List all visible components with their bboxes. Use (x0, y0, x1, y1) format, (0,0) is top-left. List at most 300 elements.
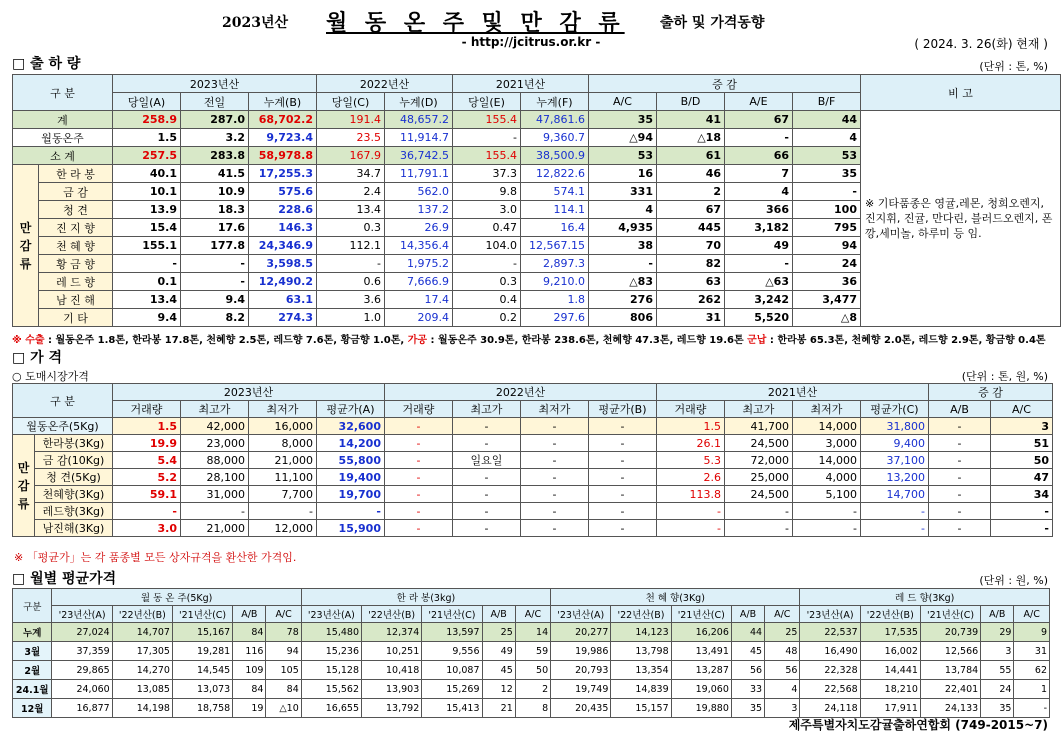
table-cell: 12,566 (920, 642, 980, 661)
table-cell: 1.5 (657, 418, 725, 435)
table-cell: 34 (991, 486, 1053, 503)
table-cell: 3 (991, 418, 1053, 435)
table-row (13, 680, 1050, 699)
table-cell: - (385, 520, 453, 537)
table-cell: 209.4 (385, 309, 453, 327)
row-label: 월동온주 (13, 129, 113, 147)
price-subtitle: ○ 도매시장가격 (12, 370, 89, 383)
table-cell: 16 (589, 165, 657, 183)
column-header: A/C (765, 606, 800, 623)
table-cell: 15,480 (301, 623, 361, 642)
table-cell: 9.8 (453, 183, 521, 201)
table-cell: 2.6 (657, 469, 725, 486)
table-cell: - (589, 520, 657, 537)
table-cell: 100 (793, 201, 861, 219)
row-label: 진 지 향 (39, 219, 113, 237)
table-cell: 70 (657, 237, 725, 255)
table-cell: 14,123 (611, 623, 671, 642)
table-cell: 58,978.8 (249, 147, 317, 165)
table-cell: 12,490.2 (249, 273, 317, 291)
table-cell: 34.7 (317, 165, 385, 183)
table-cell: 0.4 (453, 291, 521, 309)
table-cell: 2.4 (317, 183, 385, 201)
table-cell: 17.4 (385, 291, 453, 309)
column-header: 최저가 (793, 401, 861, 418)
table-cell: 10.9 (181, 183, 249, 201)
column-header: 당일(E) (453, 93, 521, 111)
table-cell: 14,356.4 (385, 237, 453, 255)
row-label: 천혜향(3Kg) (35, 486, 113, 503)
table-cell: 15,413 (422, 699, 482, 718)
table-cell: 15,269 (422, 680, 482, 699)
row-label: 천 혜 향 (39, 237, 113, 255)
table-cell: 15,128 (301, 661, 361, 680)
table-cell: 12,000 (249, 520, 317, 537)
side-label-char: 감 (17, 478, 30, 493)
table-cell: 0.3 (317, 219, 385, 237)
site-url[interactable]: - http://jcitrus.or.kr - (461, 35, 601, 49)
table-cell: 50 (991, 452, 1053, 469)
column-header: 최저가 (521, 401, 589, 418)
table-cell: 22,328 (800, 661, 860, 680)
table-cell: 44 (793, 111, 861, 129)
side-label (13, 435, 35, 537)
table-cell: 331 (589, 183, 657, 201)
table-cell: 68,702.2 (249, 111, 317, 129)
row-label: 청 견 (39, 201, 113, 219)
table-cell: 33 (731, 680, 764, 699)
table-cell: 1.8 (521, 291, 589, 309)
table-cell: 24,500 (725, 486, 793, 503)
table-cell: 24 (981, 680, 1014, 699)
table-cell: 20,739 (920, 623, 980, 642)
table-cell: 56 (731, 661, 764, 680)
table-cell: 11,914.7 (385, 129, 453, 147)
column-header: 평균가(C) (861, 401, 929, 418)
table-cell: - (793, 503, 861, 520)
table-cell: 10,418 (362, 661, 422, 680)
table-cell: 366 (725, 201, 793, 219)
table-cell: 26.1 (657, 435, 725, 452)
table-cell: 19,880 (671, 699, 731, 718)
table-cell: - (453, 255, 521, 273)
table-cell: 257.5 (113, 147, 181, 165)
table-cell: - (521, 486, 589, 503)
column-header: A/E (725, 93, 793, 111)
table-cell: 47,861.6 (521, 111, 589, 129)
row-label: 황 금 향 (39, 255, 113, 273)
column-header: 최고가 (181, 401, 249, 418)
table-cell: - (181, 273, 249, 291)
table-cell: 21,000 (249, 452, 317, 469)
table-cell: △94 (589, 129, 657, 147)
col-change: 증 감 (589, 75, 861, 93)
table-cell: 21,000 (181, 520, 249, 537)
table-cell: 4,935 (589, 219, 657, 237)
table-cell: 806 (589, 309, 657, 327)
table-cell: 36,742.5 (385, 147, 453, 165)
table-cell: 31 (1014, 642, 1050, 661)
column-header: 당일(C) (317, 93, 385, 111)
table-cell: 13,287 (671, 661, 731, 680)
table-row (13, 503, 1053, 520)
table-cell: 3,242 (725, 291, 793, 309)
table-cell: 25 (765, 623, 800, 642)
table-cell: 일요일 (453, 452, 521, 469)
table-cell: 276 (589, 291, 657, 309)
table-cell: 9,210.0 (521, 273, 589, 291)
column-header: '21년산(C) (671, 606, 731, 623)
table-cell: 84 (233, 623, 266, 642)
table-cell: 2,897.3 (521, 255, 589, 273)
table-cell: 3,598.5 (249, 255, 317, 273)
table-cell: 35 (793, 165, 861, 183)
table-cell: 13.4 (317, 201, 385, 219)
table-cell: 19,749 (551, 680, 611, 699)
table-cell: 13,792 (362, 699, 422, 718)
table-cell: 17,255.3 (249, 165, 317, 183)
table-cell: 41.5 (181, 165, 249, 183)
table-cell: 15,900 (317, 520, 385, 537)
table-cell: - (181, 503, 249, 520)
table-cell: 38,500.9 (521, 147, 589, 165)
row-label: 월동온주(5Kg) (13, 418, 113, 435)
table-cell: 13,200 (861, 469, 929, 486)
table-row (13, 623, 1050, 642)
table-cell: 18,210 (860, 680, 920, 699)
table-cell: 109 (233, 661, 266, 680)
column-header: 당일(A) (113, 93, 181, 111)
table-cell: 48 (765, 642, 800, 661)
table-cell: 16,877 (52, 699, 112, 718)
table-cell: - (589, 255, 657, 273)
table-cell: - (657, 520, 725, 537)
table-cell: 3 (981, 642, 1014, 661)
table-cell: - (453, 469, 521, 486)
table-cell: 4 (793, 129, 861, 147)
table-cell: - (929, 469, 991, 486)
table-row (13, 661, 1050, 680)
table-cell: 228.6 (249, 201, 317, 219)
table-cell: 12,567.15 (521, 237, 589, 255)
table-cell: - (385, 418, 453, 435)
table-cell: 72,000 (725, 452, 793, 469)
table-cell: 114.1 (521, 201, 589, 219)
footer-org: 제주특별자치도감귤출하연합회 (749-2015~7) (788, 718, 1048, 732)
table-cell: 19,986 (551, 642, 611, 661)
table-cell: 20,277 (551, 623, 611, 642)
column-header: 누계(B) (249, 93, 317, 111)
table-cell: 19,700 (317, 486, 385, 503)
header-year: 2023년산 (222, 15, 289, 31)
table-cell: 0.2 (453, 309, 521, 327)
table-cell: 24,500 (725, 435, 793, 452)
table-cell: 55,800 (317, 452, 385, 469)
table-cell: 63.1 (249, 291, 317, 309)
table-cell: 17,535 (860, 623, 920, 642)
table-cell: 18.3 (181, 201, 249, 219)
column-header: A/B (233, 606, 266, 623)
table-cell: 13,491 (671, 642, 731, 661)
column-header: '21년산(C) (920, 606, 980, 623)
table-cell: 1 (1014, 680, 1050, 699)
table-cell: - (725, 129, 793, 147)
col-remark: 비 고 (861, 75, 1061, 111)
table-cell: 3.0 (453, 201, 521, 219)
row-label: 기 타 (39, 309, 113, 327)
row-label: 누계 (13, 623, 52, 642)
table-cell: - (929, 520, 991, 537)
table-cell: 14,000 (793, 418, 861, 435)
table-row (13, 111, 1061, 129)
table-cell: 795 (793, 219, 861, 237)
table-cell: 36 (793, 273, 861, 291)
table-cell: 155.1 (113, 237, 181, 255)
table-cell: 22,537 (800, 623, 860, 642)
page-title: 월 동 온 주 및 만 감 류 (326, 10, 625, 36)
table-cell: 7,666.9 (385, 273, 453, 291)
column-header: A/C (266, 606, 301, 623)
table-cell: 3,477 (793, 291, 861, 309)
table-cell: 35 (589, 111, 657, 129)
side-label (13, 165, 39, 327)
table-cell: 2 (657, 183, 725, 201)
table-cell: 17,305 (112, 642, 172, 661)
table-cell: 5.4 (113, 452, 181, 469)
table-cell: 113.8 (657, 486, 725, 503)
table-cell: 59 (515, 642, 550, 661)
monthly-section-title: □ 월별 평균가격 (12, 571, 117, 587)
table-cell: 55 (981, 661, 1014, 680)
table-cell: 3.0 (113, 520, 181, 537)
row-label: 12월 (13, 699, 52, 718)
table-cell: - (991, 503, 1053, 520)
table-cell: 297.6 (521, 309, 589, 327)
header-suffix: 출하 및 가격동향 (660, 15, 765, 31)
table-cell: 9.4 (113, 309, 181, 327)
table-cell: 88,000 (181, 452, 249, 469)
table-cell: 8 (515, 699, 550, 718)
table-cell: - (521, 520, 589, 537)
page-header (0, 6, 1062, 36)
table-cell: 177.8 (181, 237, 249, 255)
table-cell: - (181, 255, 249, 273)
column-header: '21년산(C) (422, 606, 482, 623)
table-cell: 37.3 (453, 165, 521, 183)
table-cell: 3,000 (793, 435, 861, 452)
table-cell: 17.6 (181, 219, 249, 237)
report-date: ( 2024. 3. 26(화) 현재 ) (914, 37, 1048, 51)
table-cell: - (385, 469, 453, 486)
table-cell: 19 (233, 699, 266, 718)
table-cell: 15,167 (172, 623, 232, 642)
table-cell: 23.5 (317, 129, 385, 147)
column-header: B/D (657, 93, 725, 111)
table-cell: 16,002 (860, 642, 920, 661)
table-cell: 14,270 (112, 661, 172, 680)
price-col-2021: 2021년산 (657, 384, 929, 401)
table-row (13, 435, 1053, 452)
table-cell: - (589, 503, 657, 520)
table-cell: - (521, 469, 589, 486)
table-cell: 1,975.2 (385, 255, 453, 273)
table-cell: - (385, 486, 453, 503)
table-cell: 155.4 (453, 111, 521, 129)
table-cell: 94 (793, 237, 861, 255)
table-cell: 1.5 (113, 129, 181, 147)
table-cell: 35 (981, 699, 1014, 718)
table-cell: 61 (657, 147, 725, 165)
table-cell: - (113, 255, 181, 273)
row-label: 레드향(3Kg) (35, 503, 113, 520)
table-cell: 9 (1014, 623, 1050, 642)
remark-cell: ※ 기타품종은 영귤,레몬, 청희오렌지, 진지휘, 진귤, 만다린, 블러드오렌지, 폰깡,세미놀, 하루미 등 임. (861, 111, 1061, 327)
table-cell: 50 (515, 661, 550, 680)
table-cell: 112.1 (317, 237, 385, 255)
table-cell: 274.3 (249, 309, 317, 327)
table-cell: - (453, 503, 521, 520)
shipment-unit: (단위 : 톤, %) (979, 60, 1048, 73)
table-cell: 19.9 (113, 435, 181, 452)
table-cell: - (113, 503, 181, 520)
table-cell: - (1014, 699, 1050, 718)
row-label: 금 감 (39, 183, 113, 201)
table-cell: 12,822.6 (521, 165, 589, 183)
table-cell: 16,206 (671, 623, 731, 642)
table-cell: 0.47 (453, 219, 521, 237)
column-header: A/B (981, 606, 1014, 623)
table-cell: 104.0 (453, 237, 521, 255)
table-cell: 78 (266, 623, 301, 642)
table-cell: 13,798 (611, 642, 671, 661)
table-cell: 53 (589, 147, 657, 165)
table-cell: - (861, 520, 929, 537)
table-cell: 262 (657, 291, 725, 309)
column-header: 전일 (181, 93, 249, 111)
table-cell: 51 (991, 435, 1053, 452)
column-header: 최고가 (453, 401, 521, 418)
price-unit: (단위 : 톤, 원, %) (961, 370, 1048, 383)
row-label: 남 진 해 (39, 291, 113, 309)
table-cell: - (589, 486, 657, 503)
table-cell: - (317, 503, 385, 520)
table-cell: 53 (793, 147, 861, 165)
table-cell: 37,100 (861, 452, 929, 469)
column-header: A/C (589, 93, 657, 111)
table-cell: 45 (731, 642, 764, 661)
table-cell: 94 (266, 642, 301, 661)
table-cell: 16,000 (249, 418, 317, 435)
table-cell: 19,281 (172, 642, 232, 661)
table-cell: 29 (981, 623, 1014, 642)
table-cell: - (929, 418, 991, 435)
table-cell: 3,182 (725, 219, 793, 237)
column-header: '23년산(A) (800, 606, 860, 623)
shipment-note: ※ 수출 : 월동온주 1.8톤, 한라봉 17.8톤, 천혜향 2.5톤, 레드향 7.6톤, 황금향 1.0톤, 가공 : 월동온주 30.9톤, 한라봉 238.6톤, 천혜향 47.3톤, 레드향 19.6톤 군납 : 한라봉 65.3톤, 천혜향 2.0톤, 레드향 2.9톤, 황금향 0.4톤 (12, 335, 1046, 346)
table-cell: 10,251 (362, 642, 422, 661)
shipment-table (12, 74, 1061, 327)
table-cell: - (521, 418, 589, 435)
table-cell: - (521, 452, 589, 469)
table-cell: 283.8 (181, 147, 249, 165)
table-cell: 24,118 (800, 699, 860, 718)
table-cell: 11,100 (249, 469, 317, 486)
column-header: A/B (929, 401, 991, 418)
table-cell: - (991, 520, 1053, 537)
table-cell: - (929, 435, 991, 452)
table-cell: 10,087 (422, 661, 482, 680)
table-cell: 11,791.1 (385, 165, 453, 183)
price-col-category: 구 분 (13, 384, 113, 418)
monthly-unit: (단위 : 원, %) (979, 574, 1048, 587)
table-cell: - (385, 452, 453, 469)
table-cell: 37,359 (52, 642, 112, 661)
row-label: 2월 (13, 661, 52, 680)
table-row (13, 452, 1053, 469)
column-header: '21년산(C) (172, 606, 232, 623)
table-cell: 14,545 (172, 661, 232, 680)
table-cell: 258.9 (113, 111, 181, 129)
table-cell: 155.4 (453, 147, 521, 165)
table-cell: 22,401 (920, 680, 980, 699)
table-cell: 13,354 (611, 661, 671, 680)
table-cell: 28,100 (181, 469, 249, 486)
table-cell: 0.6 (317, 273, 385, 291)
row-label: 한 라 봉 (39, 165, 113, 183)
group-header: 한 라 봉(3kg) (301, 589, 550, 606)
column-header: 평균가(A) (317, 401, 385, 418)
table-cell: - (385, 503, 453, 520)
table-cell: - (861, 503, 929, 520)
table-cell: 31 (657, 309, 725, 327)
table-cell: 40.1 (113, 165, 181, 183)
table-cell: 21 (482, 699, 515, 718)
monthly-table (12, 588, 1050, 718)
group-header: 천 혜 향(3Kg) (551, 589, 800, 606)
table-cell: 26.9 (385, 219, 453, 237)
row-label: 계 (13, 111, 113, 129)
table-row (13, 699, 1050, 718)
table-cell: 5,100 (793, 486, 861, 503)
side-label-char: 류 (19, 256, 32, 271)
column-header: '22년산(B) (362, 606, 422, 623)
row-label: 24.1월 (13, 680, 52, 699)
table-cell: 27,024 (52, 623, 112, 642)
table-cell: 56 (765, 661, 800, 680)
table-cell: 24,133 (920, 699, 980, 718)
table-cell: △63 (725, 273, 793, 291)
table-cell: 1.0 (317, 309, 385, 327)
table-cell: 9,360.7 (521, 129, 589, 147)
table-cell: 14 (515, 623, 550, 642)
table-cell: 62 (1014, 661, 1050, 680)
price-note: ※ 「평균가」는 각 품종별 모든 상자규격을 환산한 가격임. (14, 551, 297, 564)
table-cell: 42,000 (181, 418, 249, 435)
table-cell: - (453, 418, 521, 435)
table-cell: 22,568 (800, 680, 860, 699)
table-cell: 105 (266, 661, 301, 680)
table-cell: 66 (725, 147, 793, 165)
table-cell: - (589, 418, 657, 435)
table-cell: 191.4 (317, 111, 385, 129)
table-cell: 67 (657, 201, 725, 219)
table-cell: - (725, 255, 793, 273)
row-label: 소 계 (13, 147, 113, 165)
table-cell: - (929, 452, 991, 469)
column-header: '22년산(B) (112, 606, 172, 623)
side-label-char: 만 (17, 460, 30, 475)
table-cell: 31,800 (861, 418, 929, 435)
